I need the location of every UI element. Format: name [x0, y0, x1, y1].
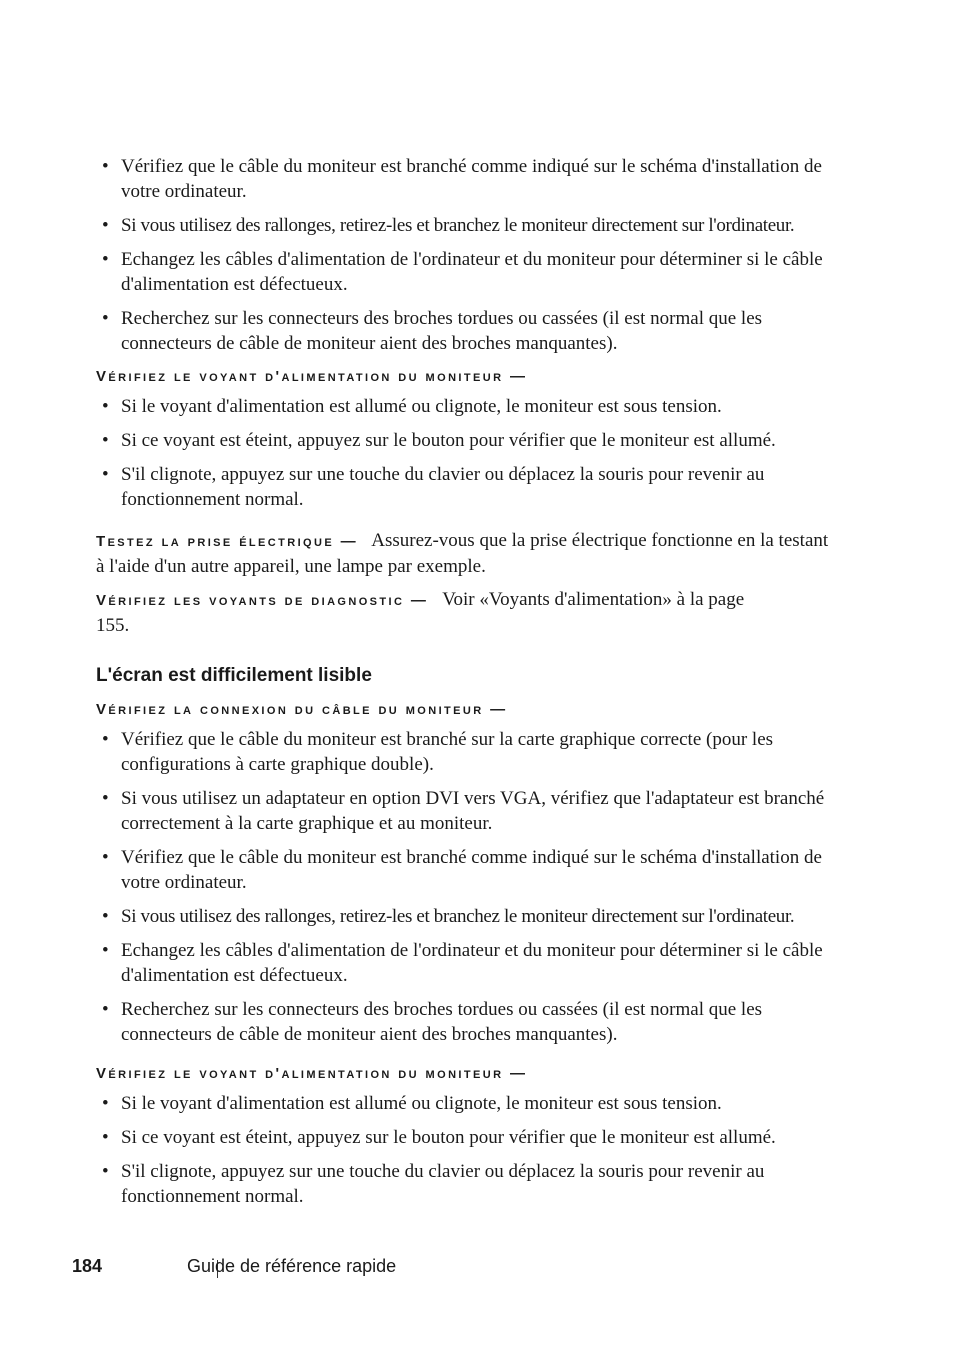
list-item: • Si vous utilisez des rallonges, retirez-les et branchez le moniteur directement sur l'ordinateur.	[96, 904, 836, 929]
list-item: • Si vous utilisez des rallonges, retirez-les et branchez le moniteur directement sur l'ordinateur.	[96, 213, 836, 238]
list-item: • S'il clignote, appuyez sur une touche du clavier ou déplacez la souris pour revenir au fonctionnement normal.	[96, 462, 836, 512]
section-text: Assurez-vous que la prise électrique fonctionne en la testant à l'aide d'un autre appareil, une lampe par exemple.	[96, 530, 829, 577]
page-footer	[72, 1256, 872, 1282]
power-light-section-2	[96, 1065, 836, 1218]
section-text: Voir «Voyants d'alimentation» à la page 155.	[96, 589, 745, 636]
list-item: • Si le voyant d'alimentation est allumé ou clignote, le moniteur est sous tension.	[96, 394, 836, 419]
list-item: • Vérifiez que le câble du moniteur est branché sur la carte graphique correcte (pour les configurations à carte graphique double).	[96, 727, 836, 777]
diagnostic-lights-section	[96, 587, 756, 638]
list-item: • Vérifiez que le câble du moniteur est branché comme indiqué sur le schéma d'installation de votre ordinateur.	[96, 154, 836, 204]
list-item: • Echangez les câbles d'alimentation de l'ordinateur et du moniteur pour déterminer si le câble d'alimentation est défectueux.	[96, 938, 836, 988]
outlet-test-section	[96, 528, 836, 579]
section-title: L'écran est difficilement lisible	[96, 665, 372, 686]
guide-title: Guide de référence rapide	[187, 1256, 397, 1276]
section-heading: Testez la prise électrique —	[96, 533, 359, 550]
list-item: • Recherchez sur les connecteurs des broches tordues ou cassées (il est normal que les connecteurs de câble de moniteur aient des broches manquantes).	[96, 306, 836, 356]
page-number: 184	[72, 1256, 103, 1276]
list-item: • Si ce voyant est éteint, appuyez sur le bouton pour vérifier que le moniteur est allumé.	[96, 428, 836, 453]
list-item: • Si le voyant d'alimentation est allumé ou clignote, le moniteur est sous tension.	[96, 1091, 836, 1116]
list-item: • Si ce voyant est éteint, appuyez sur le bouton pour vérifier que le moniteur est allumé.	[96, 1125, 836, 1150]
list-item: • Si vous utilisez un adaptateur en option DVI vers VGA, vérifiez que l'adaptateur est branché correctement à la carte graphique et au moniteur.	[96, 786, 836, 836]
list-item: • S'il clignote, appuyez sur une touche du clavier ou déplacez la souris pour revenir au fonctionnement normal.	[96, 1159, 836, 1209]
section-title-block	[96, 664, 836, 688]
list-item: • Vérifiez que le câble du moniteur est branché comme indiqué sur le schéma d'installation de votre ordinateur.	[96, 845, 836, 895]
section-heading: Vérifiez le voyant d'alimentation du moniteur —	[96, 1065, 528, 1082]
cable-connection-section	[96, 701, 836, 1056]
section-heading: Vérifiez les voyants de diagnostic —	[96, 592, 429, 609]
section-heading: Vérifiez le voyant d'alimentation du moniteur —	[96, 368, 528, 385]
cable-check-list	[96, 154, 836, 365]
section-heading: Vérifiez la connexion du câble du moniteur —	[96, 701, 508, 718]
list-item: • Echangez les câbles d'alimentation de l'ordinateur et du moniteur pour déterminer si le câble d'alimentation est défectueux.	[96, 247, 836, 297]
power-light-section	[96, 368, 836, 521]
list-item: • Recherchez sur les connecteurs des broches tordues ou cassées (il est normal que les connecteurs de câble de moniteur aient des broches manquantes).	[96, 997, 836, 1047]
